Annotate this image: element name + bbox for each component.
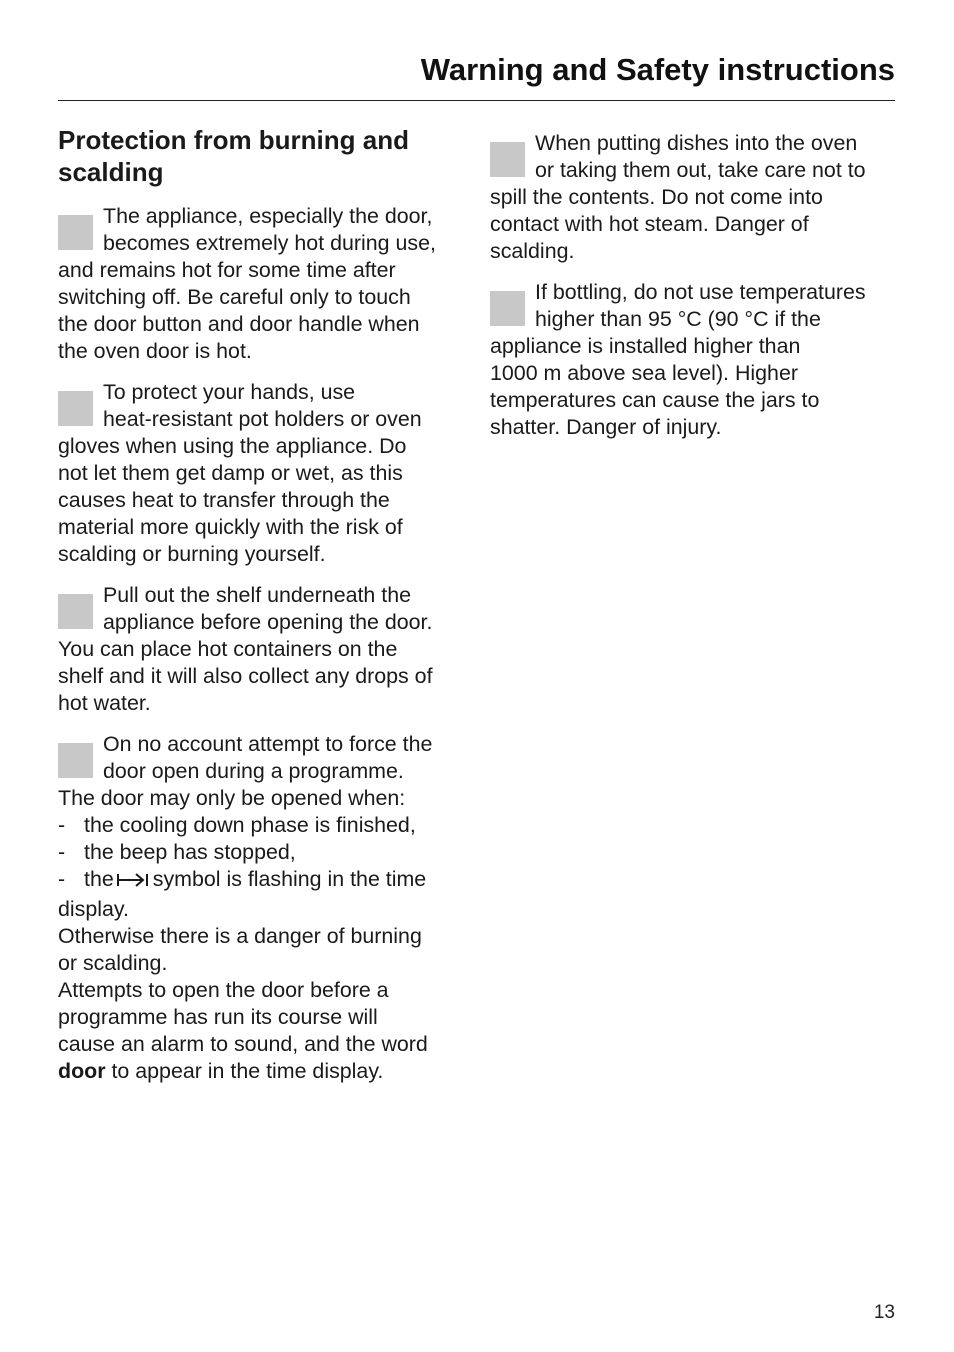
text-line: becomes extremely hot during use, xyxy=(103,231,436,255)
text-line: not let them get damp or wet, as this xyxy=(58,461,403,485)
text-line: Attempts to open the door before a xyxy=(58,978,389,1002)
text-line: switching off. Be careful only to touch xyxy=(58,285,411,309)
list-item-text: symbol is flashing in the time xyxy=(152,867,427,891)
page-title: Warning and Safety instructions xyxy=(420,52,895,87)
section-title-line: Protection from burning and xyxy=(58,125,409,155)
page-number: 13 xyxy=(873,1302,895,1323)
list-item xyxy=(58,866,466,896)
left-column xyxy=(58,124,466,1099)
list-item xyxy=(58,839,466,866)
warning-marker-icon xyxy=(490,142,525,177)
text-line: cause an alarm to sound, and the word xyxy=(58,1032,428,1056)
section-title-line: scalding xyxy=(58,157,164,187)
arrow-to-bar-icon xyxy=(116,869,150,896)
text-line: or taking them out, take care not to xyxy=(535,158,866,182)
text-line: gloves when using the appliance. Do xyxy=(58,434,407,458)
text-line: hot water. xyxy=(58,691,151,715)
warning-marker-icon xyxy=(490,291,525,326)
text-line: temperatures can cause the jars to xyxy=(490,388,820,412)
text-line: higher than 95 °C (90 °C if the xyxy=(535,307,821,331)
text-line: shelf and it will also collect any drops of xyxy=(58,664,433,688)
right-column xyxy=(490,130,898,455)
text-line: The door may only be opened when: xyxy=(58,786,406,810)
section-title xyxy=(58,124,466,188)
text-line: appliance before opening the door. xyxy=(103,610,433,634)
warning-paragraph xyxy=(58,203,466,365)
warning-paragraph xyxy=(490,130,898,265)
text-line: the door button and door handle when xyxy=(58,312,420,336)
text-line: door open during a programme. xyxy=(103,759,404,783)
warning-paragraph xyxy=(490,279,898,441)
text-line: appliance is installed higher than xyxy=(490,334,801,358)
warning-marker-icon xyxy=(58,594,93,629)
warning-paragraph xyxy=(58,731,466,1085)
list-item-text: the beep has stopped, xyxy=(84,840,296,864)
text-line: spill the contents. Do not come into xyxy=(490,185,823,209)
text-fragment: to appear in the time display. xyxy=(105,1059,384,1083)
text-line: Pull out the shelf underneath the xyxy=(103,583,412,607)
text-line: and remains hot for some time after xyxy=(58,258,396,282)
list-item xyxy=(58,812,466,839)
text-line: When putting dishes into the oven xyxy=(535,131,858,155)
text-line: heat-resistant pot holders or oven xyxy=(103,407,422,431)
warning-marker-icon xyxy=(58,743,93,778)
warning-marker-icon xyxy=(58,215,93,250)
text-line: scalding. xyxy=(490,239,575,263)
text-line: Otherwise there is a danger of burning xyxy=(58,924,422,948)
text-line: The appliance, especially the door, xyxy=(103,204,433,228)
warning-marker-icon xyxy=(58,391,93,426)
list-dash: - xyxy=(58,840,66,864)
text-line: To protect your hands, use xyxy=(103,380,356,404)
list-item-text: the xyxy=(84,867,114,891)
text-line: the oven door is hot. xyxy=(58,339,252,363)
text-line: display. xyxy=(58,897,129,921)
text-line xyxy=(58,1058,466,1085)
text-line: or scalding. xyxy=(58,951,168,975)
text-line: 1000 m above sea level). Higher xyxy=(490,361,798,385)
text-line: programme has run its course will xyxy=(58,1005,378,1029)
bold-word: door xyxy=(58,1059,106,1083)
text-line: If bottling, do not use temperatures xyxy=(535,280,866,304)
list-item-text: the cooling down phase is finished, xyxy=(84,813,416,837)
text-line: material more quickly with the risk of xyxy=(58,515,403,539)
text-line: On no account attempt to force the xyxy=(103,732,433,756)
warning-paragraph xyxy=(58,582,466,717)
warning-paragraph xyxy=(58,379,466,568)
text-line: shatter. Danger of injury. xyxy=(490,415,722,439)
text-line: causes heat to transfer through the xyxy=(58,488,390,512)
header-divider xyxy=(58,100,895,101)
text-line: You can place hot containers on the xyxy=(58,637,398,661)
text-line: contact with hot steam. Danger of xyxy=(490,212,809,236)
text-line: scalding or burning yourself. xyxy=(58,542,326,566)
list-dash: - xyxy=(58,867,66,891)
list-dash: - xyxy=(58,813,66,837)
